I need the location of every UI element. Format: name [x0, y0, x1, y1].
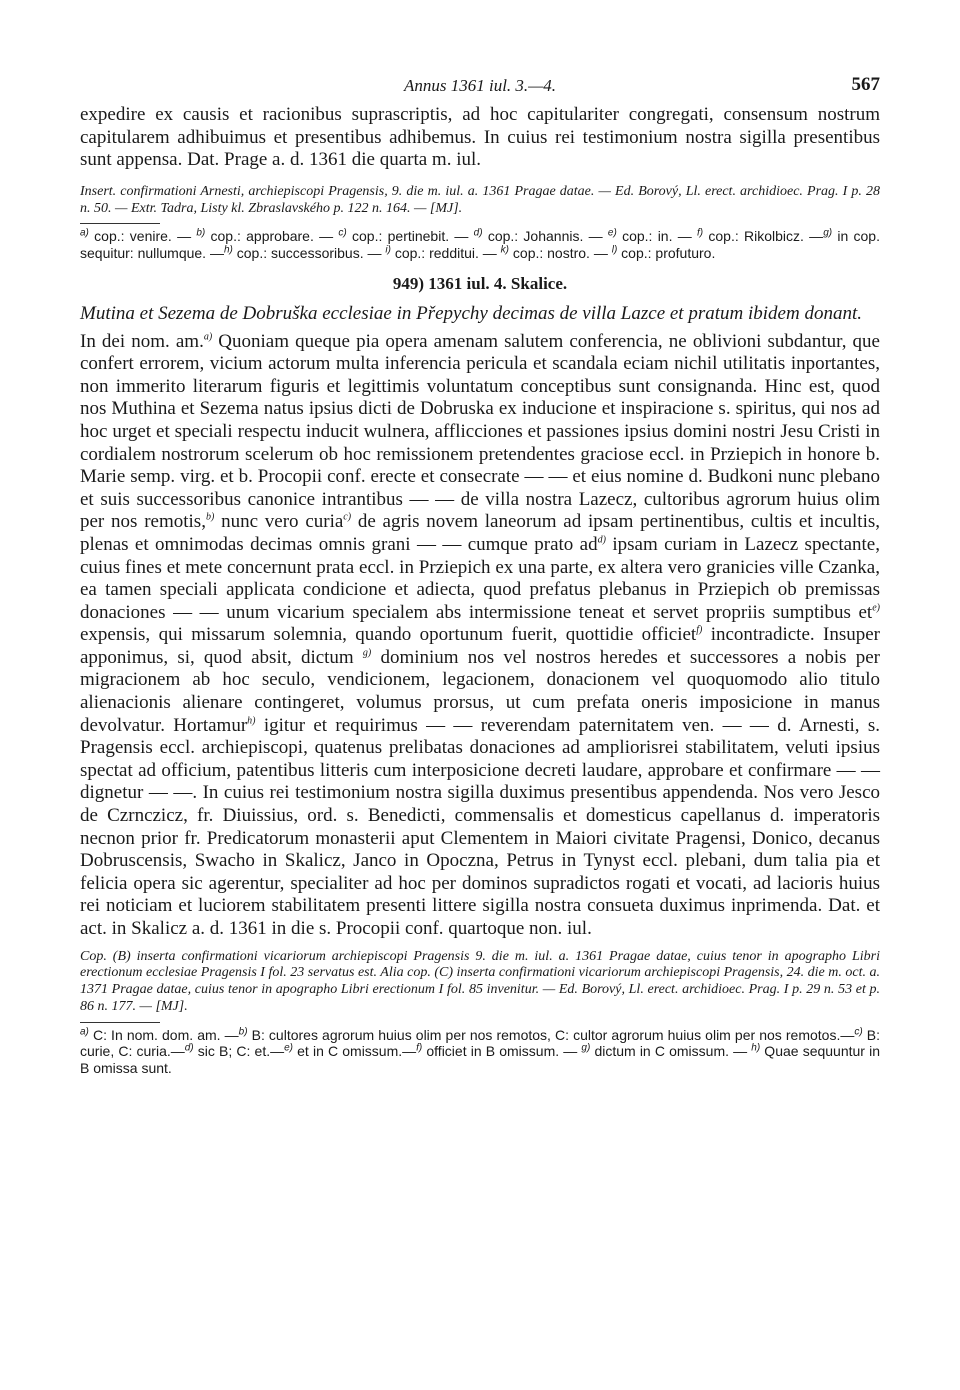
- apparatus-entry: cop.: Rikolbicz. —: [703, 228, 824, 245]
- apparatus-entry: et in C omissum.—: [293, 1043, 417, 1060]
- page-number: 567: [851, 74, 880, 95]
- apparatus-divider: [80, 1022, 160, 1023]
- running-header: [80, 70, 880, 104]
- text-run: nunc vero curia: [214, 511, 344, 533]
- apparatus-entry: B: cultores agrorum huius olim per nos remotos, C: cultor agrorum huius olim per nos remotos.—: [247, 1026, 855, 1043]
- apparatus-sigil: a): [80, 227, 89, 239]
- apparatus-sigil: e): [607, 227, 617, 239]
- apparatus-entry: officiet in B omissum. —: [422, 1043, 582, 1060]
- apparatus-entry: cop.: redditui. —: [390, 244, 501, 261]
- apparatus-entry: cop.: approbare. —: [205, 228, 339, 245]
- apparatus-sigil: e): [284, 1042, 294, 1054]
- footnote-sigil: d): [597, 534, 606, 546]
- apparatus-sigil: d): [184, 1042, 194, 1054]
- text-run: incontradicte. Insuper apponimus, si, quod absit, dictum: [80, 624, 881, 668]
- apparatus-sigil: d): [473, 227, 483, 239]
- apparatus-sigil: h): [223, 244, 233, 256]
- footnote-sigil: e): [872, 602, 880, 614]
- document-date-place: 1361 iul. 4. Skalice.: [428, 273, 568, 293]
- text-run: expensis, qui missarum solemnia, quando oportunum fuerit, quottidie officiet: [80, 624, 697, 646]
- document-note: Cop. (B) inserta confirmationi vicariorum archiepiscopi Pragensis 9. die m. iul. a. 1361 Pragae datae, cuius tenor in apographo Libri erectionum ecclesiae Pragensis I fol. 23 servatus est. Alia cop. (C) inserta confirmationi vicariorum archiepiscopi Pragensis, 24. die m. oct. a. 1371 Pragae datae, cuius tenor in apographo Libri erectionum I fol. 85 invenitur. — Ed. Borový, Ll. erect. archidioec. Prag. I p. 29 n. 53 et p. 86 n. 177. — [MJ].: [80, 948, 880, 1014]
- apparatus-sigil: f): [697, 227, 704, 239]
- apparatus-entry: cop.: venire. —: [88, 228, 197, 245]
- apparatus-sigil: f): [416, 1042, 423, 1054]
- apparatus-entry: cop.: in. —: [616, 228, 698, 245]
- footnote-sigil: f): [696, 624, 703, 636]
- apparatus-sigil: k): [500, 244, 510, 256]
- apparatus-sigil: c): [854, 1026, 863, 1038]
- document-regest: Mutina et Sezema de Dobruška ecclesiae in Přepychy decimas de villa Lazce et pratum ibidem donant.: [80, 302, 862, 324]
- apparatus-sigil: a): [80, 1026, 89, 1038]
- apparatus-sigil: g): [823, 227, 833, 239]
- document-number: 949): [392, 273, 425, 293]
- text-run: In dei nom. am.: [80, 330, 204, 352]
- apparatus-entry: cop.: nostro. —: [509, 244, 612, 261]
- apparatus-entry: C: In nom. dom. am. —: [88, 1026, 239, 1043]
- footnote-sigil: a): [203, 331, 213, 343]
- text-run: Quoniam queque pia opera amenam salutem conferencia, ne oblivioni subdantur, que confert errorem, vicium actorum multa inferencia pericula et scandala eciam nichil utilitatis inportantes, non immerito literarum figuris et legittimis voluntatum conceptibus sunt consignanda. Hinc est, quod nos Muthina et Sezema natus ipsius dicti de Dobruska ex inducione et inspiracione s. spiritus, qui nos ad hoc urget et speciali respectu inducit wulnera, afflicciones et passiones ipsius domini nostri Jesu Cristi in cordialem nostrorum scelerum ob hoc remissionem pretendentes graciose eccl. in Prziepich in honore b. Marie semp. virg. et b. Procopii conf. erecte et consecrate — — et eius nomine d. Budkoni nunc plebano et suis successoribus canonice intrantibus — — de villa nostra Lazecz, cultoribus agrorum huius olim per nos remotis,: [80, 330, 880, 533]
- footnote-sigil: g): [362, 647, 372, 659]
- apparatus-divider: [80, 223, 160, 224]
- apparatus-sigil: i): [385, 244, 391, 256]
- document-page: [80, 70, 880, 1077]
- apparatus-entry: cop.: successoribus. —: [232, 244, 386, 261]
- document-heading: [80, 274, 880, 294]
- footnote-sigil: c): [343, 511, 352, 523]
- text-run: igitur et requirimus — — reverendam paternitatem ven. — — d. Arnesti, s. Pragensis eccl. archiepiscopi, quatenus prelibatas donaciones ad ampliorisrei stabilitatem, veluti ipsius spectat ad officium, patentibus litteris cum interposicione decreti laudare, approbare et confirmare — — dignetur — —. In cuius rei testimonium nostra sigilla duximus presentibus appendenda. Nos vero Jesco de Czrnczicz, fr. Diuissius, ord. s. Benedicti, commensalis et domesticus capellanus d. imperatoris necnon prior fr. Predicatorum monasterii aput Clementem in Maiori civitate Pragensi, Donico, decanus Dobruscensis, Swacho in Skalicz, Janco in Opoczna, Petrus in Tynyst eccl. plebani, dum talia pia et felicia opera sic agerentur, specialiter ad hoc per dominos supradictos rogati et vocati, ad lacioris huius rei noticiam et luciorem stabilitatem presenti littere sigilla nostra consueta duximus inprimenda. Dat. et act. in Skalicz a. d. 1361 in die s. Procopii conf. quartoque non. iul.: [80, 714, 880, 939]
- apparatus-entry: cop.: profuturo.: [617, 244, 716, 261]
- text-run: de agris novem laneorum ad ipsam pertinentibus, cultis et incultis, plenas et omnimodas decimas omnis grani — — cumque prato ad: [80, 511, 880, 555]
- footnote-sigil: h): [247, 715, 256, 727]
- document-body: [80, 331, 880, 941]
- apparatus-entry: cop.: pertinebit. —: [346, 228, 474, 245]
- apparatus-sigil: l): [611, 244, 618, 256]
- document-apparatus: [80, 1027, 880, 1077]
- apparatus-entry: sic B; C: et.—: [193, 1043, 285, 1060]
- apparatus-entry: B: curie, C: curia.—: [80, 1026, 880, 1060]
- apparatus-sigil: b): [196, 227, 206, 239]
- apparatus-sigil: b): [238, 1026, 248, 1038]
- previous-document-apparatus: [80, 228, 880, 261]
- running-title: Annus 1361 iul. 3.—4.: [403, 76, 557, 95]
- apparatus-entry: Quae sequuntur in B omissa sunt.: [80, 1043, 880, 1076]
- previous-document-note: Insert. confirmationi Arnesti, archiepiscopi Pragensis, 9. die m. iul. a. 1361 Pragae datae. — Ed. Borový, Ll. erect. archidioec. Prag. I p. 28 n. 50. — Extr. Tadra, Listy kl. Zbraslavského p. 122 n. 164. — [MJ].: [80, 183, 880, 216]
- apparatus-sigil: c): [338, 227, 347, 239]
- previous-document-text: expedire ex causis et racionibus suprascriptis, ad hoc capitulariter congregati, consensum nostrum capitularem adhibuimus et presentibus adhibemus. In cuius rei testimonium nostra sigilla presentibus sunt appensa. Dat. Prage a. d. 1361 die quarta m. iul.: [80, 104, 880, 171]
- apparatus-sigil: h): [751, 1042, 761, 1054]
- text-run: dominium nos vel nostros heredes et successores a nobis per migracionem ab hoc seculo, vendicionem, legacionem, donacionem vel quoquomodo alio titulo alienacionis alienare contingeret, volumus prorsus, ut cum prefata oneris imposicione in manus devolvatur. Hortamur: [80, 646, 880, 736]
- apparatus-entry: in cop. sequitur: nullumque. —: [80, 228, 880, 261]
- apparatus-entry: dictum in C omissum. —: [590, 1043, 752, 1060]
- apparatus-sigil: g): [581, 1042, 591, 1054]
- text-run: ipsam curiam in Lazecz spectante, cuius fines et mete concernunt prata eccl. in Prziepich ex una parte, ex altera vero granicies ville Czanka, ea tamen speciali applicata condicione et adiecta, quod prefatus plebanus in Prziepich ob premissas donaciones — — unum vicarium specialem abs intermissione teneat et servet propriis sumptibus et: [80, 533, 880, 623]
- apparatus-entry: cop.: Johannis. —: [482, 228, 608, 245]
- footnote-sigil: b): [205, 511, 215, 523]
